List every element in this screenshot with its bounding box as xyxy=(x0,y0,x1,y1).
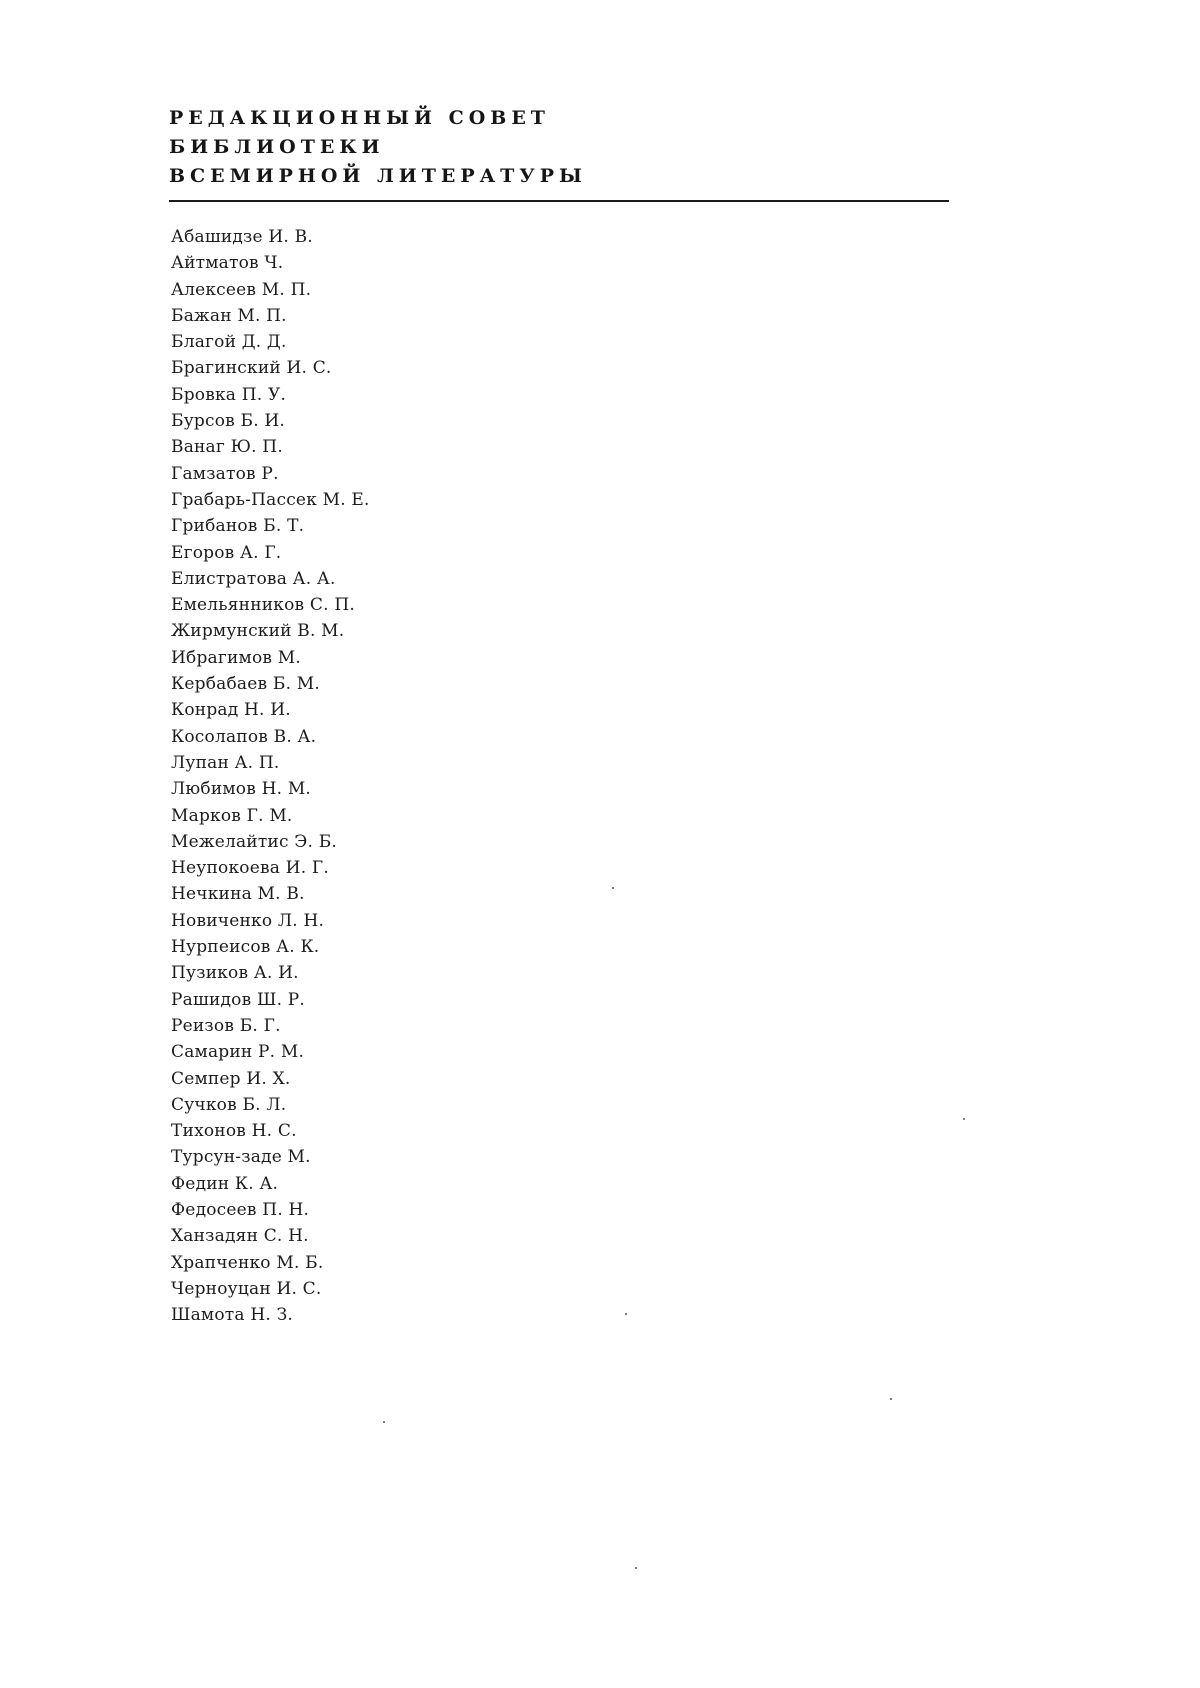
scan-speck xyxy=(383,1421,385,1423)
member-name: Жирмунский В. М. xyxy=(171,621,345,642)
heading-divider xyxy=(169,200,949,202)
member-name: Рашидов Ш. Р. xyxy=(171,989,306,1010)
member-name: Пузиков А. И. xyxy=(171,963,299,984)
member-name: Марков Г. М. xyxy=(171,805,293,826)
member-name: Благой Д. Д. xyxy=(171,332,287,353)
member-name: Егоров А. Г. xyxy=(171,542,282,563)
member-name: Грибанов Б. Т. xyxy=(171,516,305,537)
member-name: Федин К. А. xyxy=(171,1173,279,1194)
member-name: Межелайтис Э. Б. xyxy=(171,831,338,852)
member-name: Ханзадян С. Н. xyxy=(171,1226,309,1247)
member-name: Брагинский И. С. xyxy=(171,358,332,379)
member-name: Елистратова А. А. xyxy=(171,568,336,589)
member-name: Сучков Б. Л. xyxy=(171,1094,287,1115)
scan-speck xyxy=(963,1118,965,1120)
scan-speck xyxy=(890,1398,892,1400)
member-name: Семпер И. Х. xyxy=(171,1068,291,1089)
member-name: Храпченко М. Б. xyxy=(171,1252,324,1273)
heading-line-2: БИБЛИОТЕКИ xyxy=(169,136,385,158)
member-name: Бажан М. П. xyxy=(171,305,287,326)
member-name: Реизов Б. Г. xyxy=(171,1015,281,1036)
member-name: Айтматов Ч. xyxy=(171,253,284,274)
member-name: Черноуцан И. С. xyxy=(171,1278,322,1299)
member-name: Лупан А. П. xyxy=(171,752,280,773)
member-name: Грабарь-Пассек М. Е. xyxy=(171,489,370,510)
member-name: Шамота Н. З. xyxy=(171,1305,293,1326)
member-name: Ванаг Ю. П. xyxy=(171,437,283,458)
heading-line-1: РЕДАКЦИОННЫЙ СОВЕТ xyxy=(169,107,550,129)
heading-line-3: ВСЕМИРНОЙ ЛИТЕРАТУРЫ xyxy=(169,165,587,187)
member-name: Тихонов Н. С. xyxy=(171,1121,297,1142)
member-name: Любимов Н. М. xyxy=(171,779,312,800)
member-name: Конрад Н. И. xyxy=(171,700,291,721)
scan-speck xyxy=(612,887,614,889)
scan-speck xyxy=(625,1313,627,1315)
member-name: Федосеев П. Н. xyxy=(171,1199,310,1220)
member-name: Емельянников С. П. xyxy=(171,595,355,616)
member-name: Кербабаев Б. М. xyxy=(171,674,320,695)
member-name: Косолапов В. А. xyxy=(171,726,317,747)
member-name: Абашидзе И. В. xyxy=(171,227,313,247)
member-name: Ибрагимов М. xyxy=(171,647,301,668)
member-name: Турсун-заде М. xyxy=(171,1147,311,1168)
member-name: Нечкина М. В. xyxy=(171,884,305,905)
member-name: Бурсов Б. И. xyxy=(171,411,286,432)
member-name: Неупокоева И. Г. xyxy=(171,858,329,879)
member-name: Самарин Р. М. xyxy=(171,1042,305,1063)
editorial-board-heading xyxy=(169,104,949,191)
scan-speck xyxy=(635,1567,637,1569)
member-name: Алексеев М. П. xyxy=(171,279,312,300)
member-name: Нурпеисов А. К. xyxy=(171,937,320,958)
member-list xyxy=(171,224,370,1328)
member-name: Гамзатов Р. xyxy=(171,463,279,484)
member-name: Новиченко Л. Н. xyxy=(171,910,325,931)
member-name: Бровка П. У. xyxy=(171,384,287,405)
